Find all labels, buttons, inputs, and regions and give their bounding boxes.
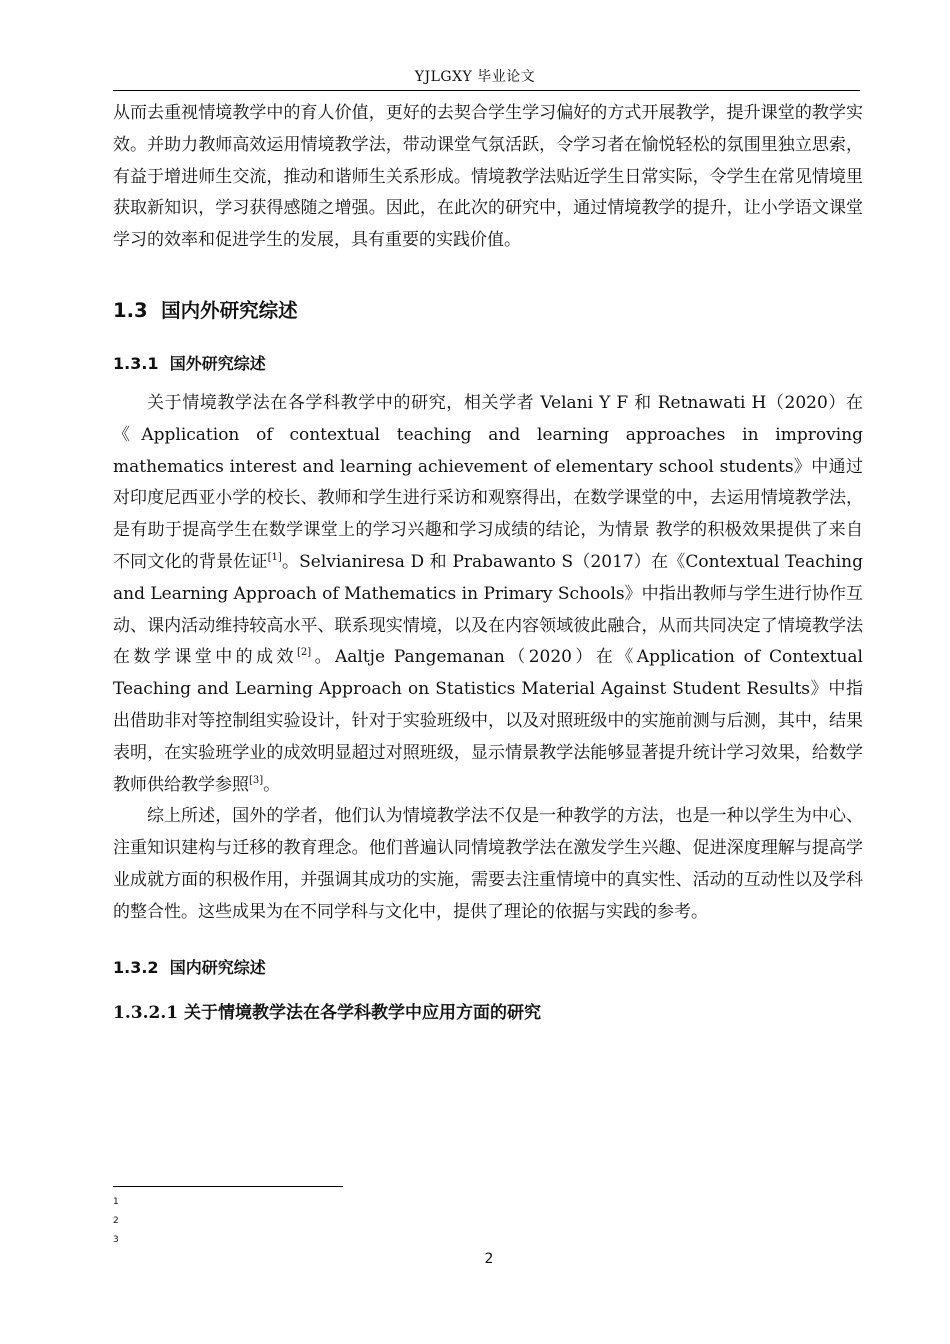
section-1-3-1-title: 国外研究综述 bbox=[169, 353, 266, 373]
footnote-divider bbox=[113, 1186, 343, 1187]
section-1-3-heading bbox=[113, 295, 863, 323]
citation-ref-3: [3] bbox=[249, 774, 264, 786]
section-1-3-2-number: 1.3.2 bbox=[113, 957, 159, 977]
footnote-1: 1 bbox=[113, 1197, 119, 1207]
intro-paragraph: 从而去重视情境教学中的育人价值，更好的去契合学生学习偏好的方式开展教学，提升课堂的教学实效。并助力教师高效运用情境教学法，带动课堂气氛活跃，令学习者在愉悦轻松的氛围里独立思索，有益于增进师生交流，推动和谐师生关系形成。情境教学法贴近学生日常实际，令学生在常见情境里获取新知识，学习获得感随之增强。因此，在此次的研究中，通过情境教学的提升，让小学语文课堂学习的效率和促进学生的发展，具有重要的实践价值。 bbox=[113, 103, 863, 251]
section-1-3-2-1-title: 关于情境教学法在各学科教学中应用方面的研究 bbox=[184, 1002, 541, 1023]
section-1-3-2-title: 国内研究综述 bbox=[169, 957, 266, 977]
foreign-research-text-d: 。 bbox=[263, 774, 281, 795]
foreign-summary-paragraph: 综上所述，国外的学者，他们认为情境教学法不仅是一种教学的方法，也是一种以学生为中心、注重知识建构与迁移的教育理念。他们普遍认同情境教学法在激发学生兴趣、促进深度理解与提高学业成就方面的积极作用，并强调其成功的实施，需要去注重情境中的真实性、活动的互动性以及学科的整合性。这些成果为在不同学科与文化中，提供了理论的依据与实践的参考。 bbox=[113, 806, 863, 922]
section-1-3-2-1-heading bbox=[113, 998, 863, 1023]
section-1-3-2-1-number: 1.3.2.1 bbox=[113, 1002, 179, 1023]
foreign-research-paragraph bbox=[113, 388, 863, 801]
header-divider bbox=[113, 90, 860, 91]
page-number: 2 bbox=[484, 1251, 494, 1267]
citation-ref-1: [1] bbox=[267, 551, 282, 563]
footnotes bbox=[113, 1193, 119, 1250]
foreign-research-text-b: 。Selvianiresa D 和 Prabawanto S（2017）在《Contextual Teaching and Learning Approach of Mathematics in Primary Schools》中指出教师与学生进行协作互动、课内活动维持较高水平、联系现实情境，以及在内容领域彼此融合，从而共同决定了情境教学法在数学课堂中的成效 bbox=[113, 551, 863, 668]
footnote-3: 3 bbox=[113, 1235, 119, 1245]
page-body bbox=[113, 98, 863, 1023]
section-1-3-2-heading bbox=[113, 955, 863, 978]
page-header-title: YJLGXY 毕业论文 bbox=[414, 69, 536, 85]
foreign-research-text-a: 关于情境教学法在各学科教学中的研究，相关学者 Velani Y F 和 Retnawati H（2020）在《Application of contextual teaching and learning approaches in improving mathematics interest and learning achievement of elementary school students》中通过对印度尼西亚小学的校长、教师和学生进行采访和观察得出，在数学课堂的中，去运用情境教学法，是有助于提高学生在数学课堂上的学习兴趣和学习成绩的结论，为情景 教学的积极效果提供了来自不同文化的背景佐证 bbox=[113, 392, 863, 572]
citation-ref-2: [2] bbox=[296, 647, 312, 659]
section-1-3-1-heading bbox=[113, 351, 863, 374]
section-1-3-title: 国内外研究综述 bbox=[161, 298, 298, 322]
footnote-2: 2 bbox=[113, 1216, 119, 1226]
section-1-3-number: 1.3 bbox=[113, 298, 148, 322]
foreign-research-text-c: 。Aaltje Pangemanan（2020）在《Application of Contextual Teaching and Learning Approach on Statistics Material Against Student Results》中指出借助非对等控制组实验设计，针对于实验班级中，以及对照班级中的实施前测与后测，其中，结果表明，在实验班学业的成效明显超过对照班级，显示情景教学法能够显著提升统计学习效果，给数学教师供给教学参照 bbox=[113, 647, 863, 795]
section-1-3-1-number: 1.3.1 bbox=[113, 353, 159, 373]
